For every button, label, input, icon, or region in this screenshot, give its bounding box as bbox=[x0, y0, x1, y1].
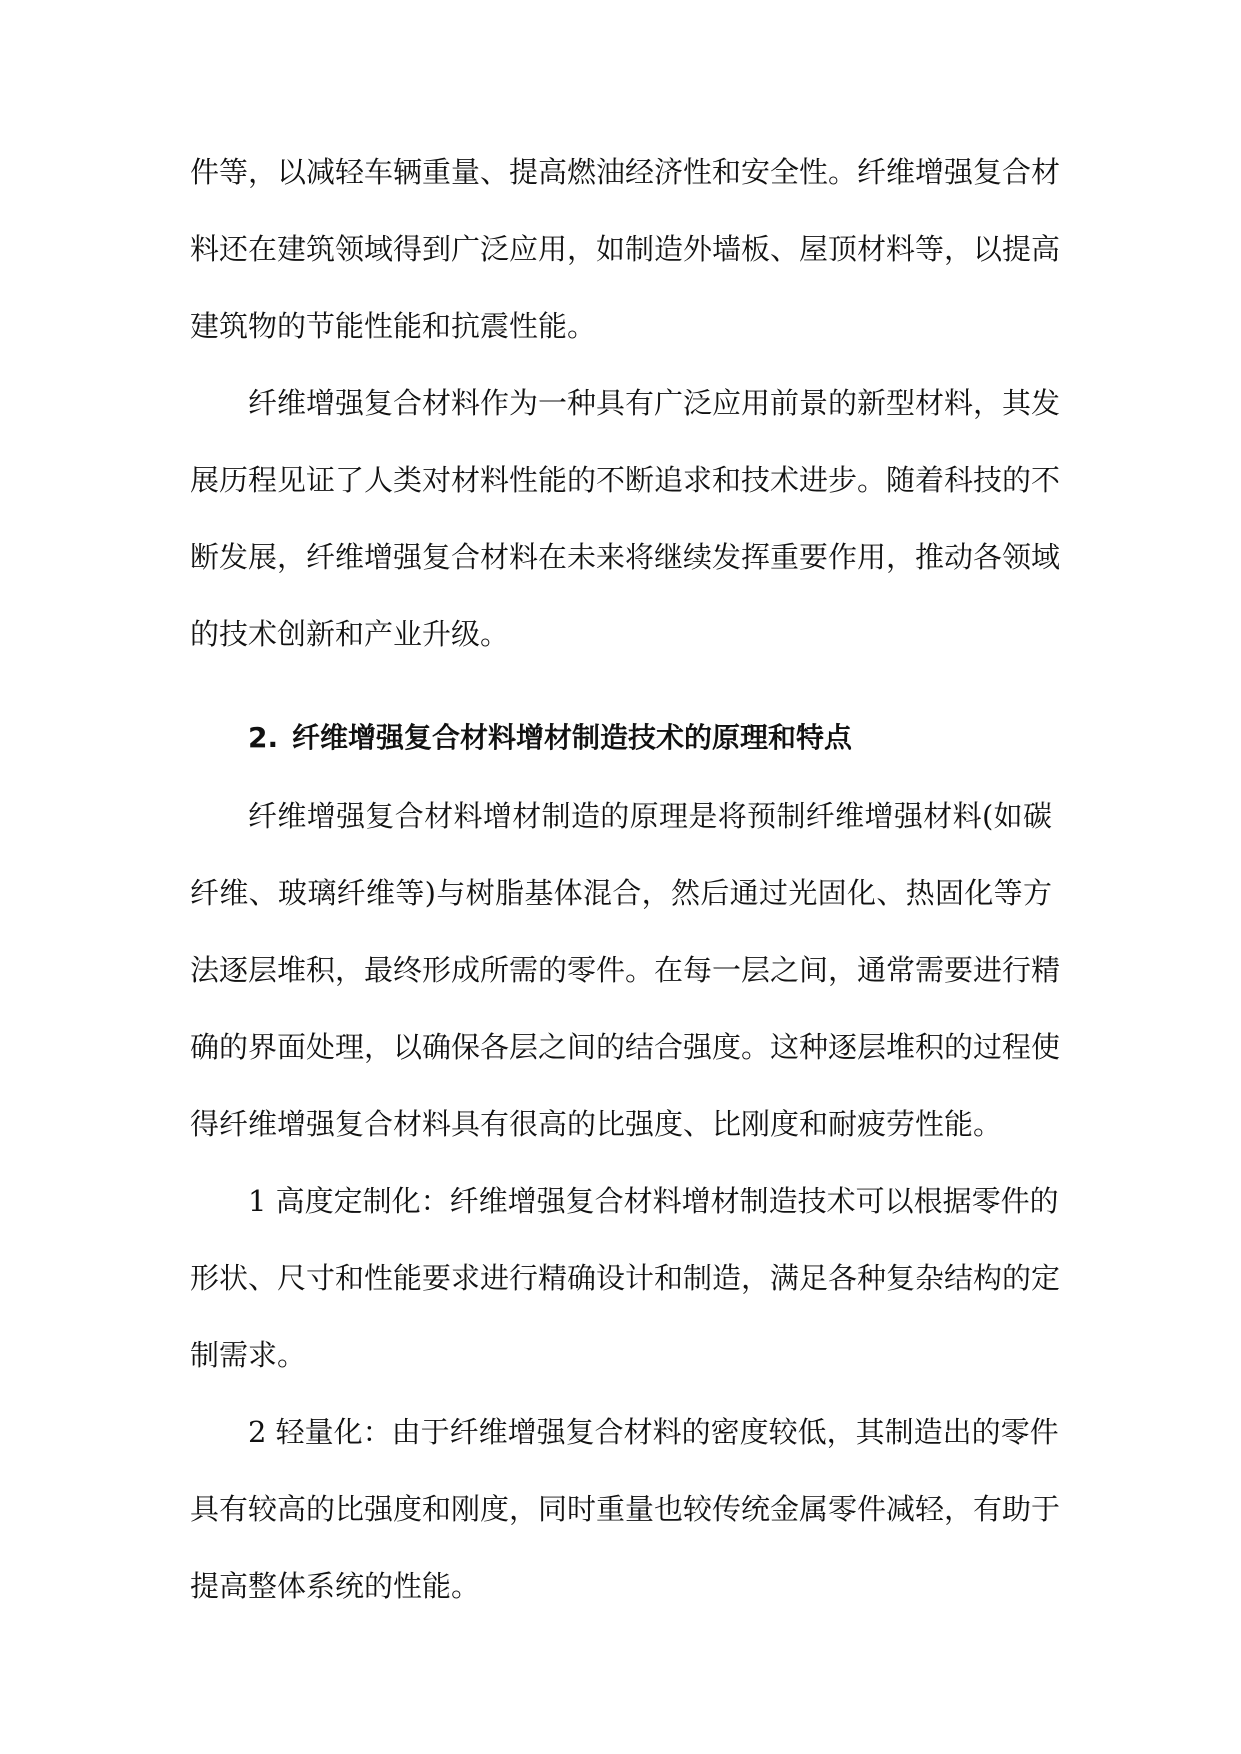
section-heading bbox=[248, 718, 852, 758]
paragraph-1-line-2: 料还在建筑领域得到广泛应用，如制造外墙板、屋顶材料等，以提高 bbox=[190, 232, 1061, 266]
paragraph-3-line-2: 纤维、玻璃纤维等)与树脂基体混合，然后通过光固化、热固化等方 bbox=[190, 876, 1052, 910]
paragraph-4-line-3: 制需求。 bbox=[190, 1338, 307, 1372]
section-heading-number: 2. bbox=[248, 721, 279, 754]
paragraph-2-line-2: 展历程见证了人类对材料性能的不断追求和技术进步。随着科技的不 bbox=[190, 463, 1061, 497]
paragraph-1-line-1: 件等，以减轻车辆重量、提高燃油经济性和安全性。纤维增强复合材 bbox=[190, 155, 1061, 189]
section-heading-text: 纤维增强复合材料增材制造技术的原理和特点 bbox=[292, 721, 853, 754]
paragraph-5-line-1: 2 轻量化：由于纤维增强复合材料的密度较低，其制造出的零件 bbox=[248, 1415, 1059, 1449]
paragraph-5-line-3: 提高整体系统的性能。 bbox=[190, 1569, 481, 1603]
paragraph-4-line-2: 形状、尺寸和性能要求进行精确设计和制造，满足各种复杂结构的定 bbox=[190, 1261, 1061, 1295]
paragraph-3-line-3: 法逐层堆积，最终形成所需的零件。在每一层之间，通常需要进行精 bbox=[190, 953, 1061, 987]
paragraph-2-line-3: 断发展，纤维增强复合材料在未来将继续发挥重要作用，推动各领域 bbox=[190, 540, 1061, 574]
paragraph-3-line-5: 得纤维增强复合材料具有很高的比强度、比刚度和耐疲劳性能。 bbox=[190, 1107, 1003, 1141]
paragraph-3-line-4: 确的界面处理，以确保各层之间的结合强度。这种逐层堆积的过程使 bbox=[190, 1030, 1061, 1064]
paragraph-5-line-2: 具有较高的比强度和刚度，同时重量也较传统金属零件减轻，有助于 bbox=[190, 1492, 1061, 1526]
paragraph-4-line-1: 1 高度定制化：纤维增强复合材料增材制造技术可以根据零件的 bbox=[248, 1184, 1059, 1218]
paragraph-1-line-3: 建筑物的节能性能和抗震性能。 bbox=[190, 309, 597, 343]
paragraph-2-line-4: 的技术创新和产业升级。 bbox=[190, 617, 510, 651]
paragraph-3-line-1: 纤维增强复合材料增材制造的原理是将预制纤维增强材料(如碳 bbox=[248, 799, 1052, 833]
paragraph-2-line-1: 纤维增强复合材料作为一种具有广泛应用前景的新型材料，其发 bbox=[248, 386, 1061, 420]
